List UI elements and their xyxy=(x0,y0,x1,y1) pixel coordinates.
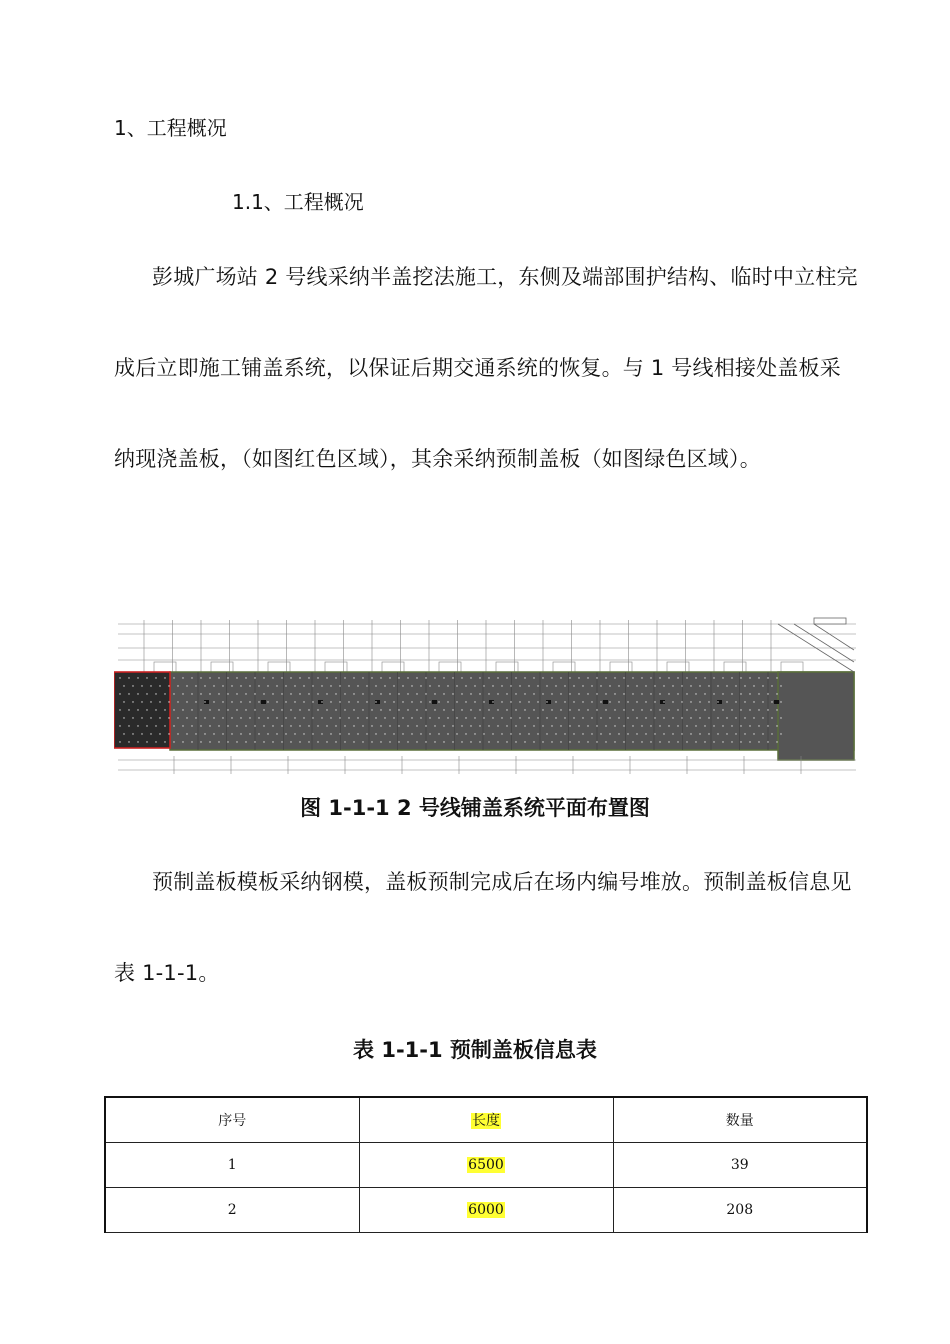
header-quantity: 数量 xyxy=(613,1097,867,1143)
precast-slab-area xyxy=(170,672,854,760)
table-header-row xyxy=(105,1097,867,1143)
header-length: 长度 xyxy=(359,1097,613,1143)
figure-caption: 图 1-1-1 2 号线铺盖系统平面布置图 xyxy=(300,796,650,820)
cell-quantity: 208 xyxy=(613,1188,867,1233)
subsection-heading: 1.1、工程概况 xyxy=(232,190,364,214)
table-caption: 表 1-1-1 预制盖板信息表 xyxy=(353,1038,597,1062)
precast-slab-info-table xyxy=(104,1096,868,1233)
section-heading: 1、工程概况 xyxy=(114,116,227,140)
table-row xyxy=(105,1188,867,1233)
intro-paragraph: 彭城广场站 2 号线采纳半盖挖法施工，东侧及端部围护结构、临时中立柱完成后立即施工铺盖系统，以保证后期交通系统的恢复。与 1 号线相接处盖板采纳现浇盖板，（如图红色区域），其余采纳预制盖板（如图绿色区域）。 xyxy=(114,265,858,471)
plan-layout-drawing xyxy=(114,610,860,780)
cast-in-place-area xyxy=(114,672,170,748)
table-row xyxy=(105,1143,867,1188)
cell-length: 6000 xyxy=(359,1188,613,1233)
cell-index: 2 xyxy=(105,1188,359,1233)
cell-length: 6500 xyxy=(359,1143,613,1188)
cell-index: 1 xyxy=(105,1143,359,1188)
cell-quantity: 39 xyxy=(613,1143,867,1188)
header-index: 序号 xyxy=(105,1097,359,1143)
precast-paragraph: 预制盖板模板采纳钢模，盖板预制完成后在场内编号堆放。预制盖板信息见表 1-1-1。 xyxy=(114,870,852,985)
